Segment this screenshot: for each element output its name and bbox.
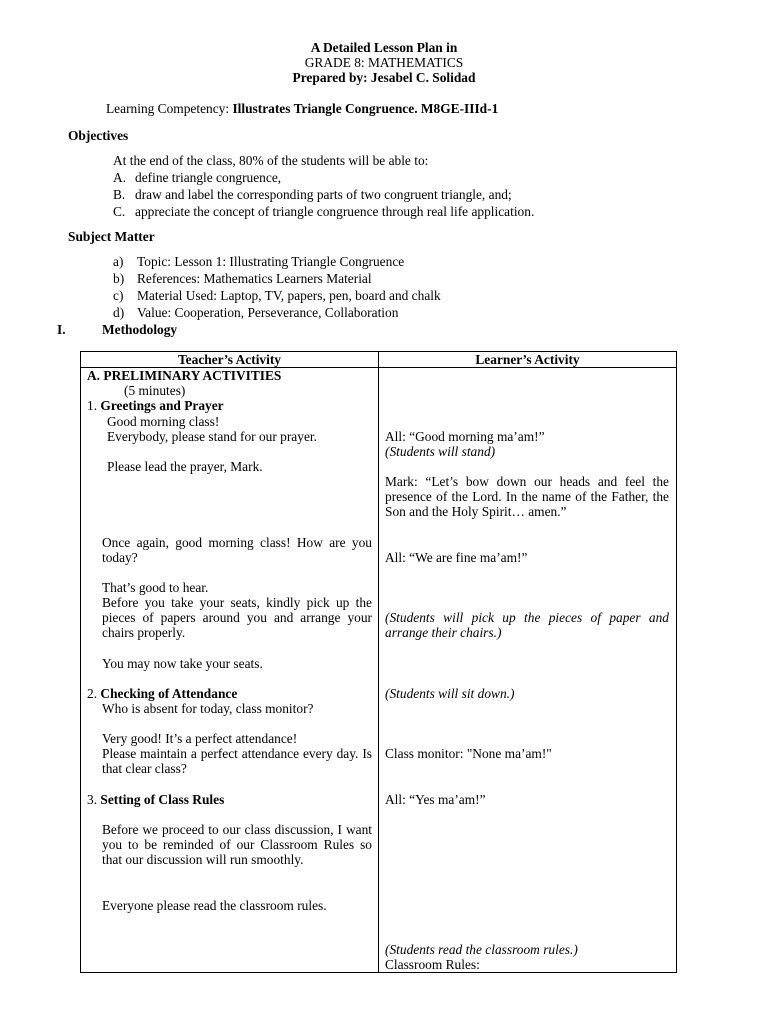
subject-matter-heading: Subject Matter — [68, 229, 155, 244]
teacher-line: You may now take your seats. — [102, 656, 263, 671]
learner-line: All: “Good morning ma’am!” — [385, 429, 545, 444]
teacher-line: Once again, good morning class! How are you today? — [102, 535, 372, 566]
teacher-line: Please maintain a perfect attendance every day. Is that clear class? — [102, 746, 372, 777]
teacher-line: Please lead the prayer, Mark. — [107, 459, 263, 474]
doc-prepared-by: Prepared by: Jesabel C. Solidad — [292, 70, 476, 85]
teacher-line: Who is absent for today, class monitor? — [102, 701, 314, 716]
subject-marker: c) — [113, 288, 124, 303]
subject-marker: a) — [113, 254, 124, 269]
section-a-heading: A. PRELIMINARY ACTIVITIES — [87, 368, 282, 383]
activity-table — [80, 351, 677, 973]
table-header-row — [81, 352, 677, 368]
learner-line: All: “Yes ma’am!” — [385, 792, 486, 807]
teacher-line: Before you take your seats, kindly pick up the pieces of papers around you and arrange your chairs properly. — [102, 595, 372, 641]
learner-line: Classroom Rules: — [385, 957, 480, 972]
objective-text: appreciate the concept of triangle congruence through real life application. — [135, 204, 535, 219]
competency-label: Learning Competency: — [106, 101, 233, 116]
learning-competency — [106, 101, 498, 117]
learner-column-header: Learner’s Activity — [379, 352, 677, 368]
teacher-line: Everybody, please stand for our prayer. — [107, 429, 317, 444]
teacher-line: Good morning class! — [107, 414, 220, 429]
methodology-numeral: I. — [57, 322, 66, 337]
competency-value: Illustrates Triangle Congruence. M8GE-IIId-1 — [232, 101, 499, 116]
subject-text: Topic: Lesson 1: Illustrating Triangle Congruence — [137, 254, 405, 269]
learner-activity-cell — [379, 368, 677, 973]
doc-grade: GRADE 8: MATHEMATICS — [304, 55, 464, 70]
learner-line: (Students will pick up the pieces of paper and arrange their chairs.) — [385, 610, 669, 641]
learner-line: (Students will stand) — [385, 444, 496, 459]
subject-text: Material Used: Laptop, TV, papers, pen, board and chalk — [137, 288, 441, 303]
objective-text: define triangle congruence, — [135, 170, 282, 185]
table-row — [81, 368, 677, 973]
learner-line: Class monitor: "None ma’am!" — [385, 746, 552, 761]
section-a-time: (5 minutes) — [124, 383, 186, 398]
item1-heading: 1. Greetings and Prayer — [87, 398, 224, 413]
objective-marker: A. — [113, 170, 127, 185]
learner-line: Mark: “Let’s bow down our heads and feel the presence of the Lord. In the name of the Father, the Son and the Holy Spirit… amen.” — [385, 474, 669, 520]
teacher-line: That’s good to hear. — [102, 580, 209, 595]
objectives-intro: At the end of the class, 80% of the students will be able to: — [113, 153, 429, 168]
doc-title: A Detailed Lesson Plan in — [310, 40, 458, 55]
objective-item — [113, 170, 126, 186]
teacher-line: Everyone please read the classroom rules. — [102, 898, 327, 913]
subject-text: Value: Cooperation, Perseverance, Collaboration — [137, 305, 399, 320]
objective-marker: B. — [113, 187, 126, 202]
subject-marker: d) — [113, 305, 125, 320]
item3-heading: 3. Setting of Class Rules — [87, 792, 225, 807]
objectives-heading: Objectives — [68, 128, 129, 143]
objective-marker: C. — [113, 204, 126, 219]
teacher-line: Very good! It’s a perfect attendance! — [102, 731, 298, 746]
objective-item — [113, 204, 125, 220]
teacher-activity-cell — [81, 368, 379, 973]
objective-item — [113, 187, 125, 203]
learner-line: All: “We are fine ma’am!” — [385, 550, 528, 565]
learner-line: (Students read the classroom rules.) — [385, 942, 578, 957]
subject-marker: b) — [113, 271, 125, 286]
teacher-column-header: Teacher’s Activity — [81, 352, 379, 368]
learner-line: (Students will sit down.) — [385, 686, 515, 701]
subject-text: References: Mathematics Learners Material — [137, 271, 372, 286]
teacher-line: Before we proceed to our class discussion, I want you to be reminded of our Classroom Rules so that our discussion will run smoothly. — [102, 822, 372, 868]
item2-heading: 2. Checking of Attendance — [87, 686, 238, 701]
objective-text: draw and label the corresponding parts of two congruent triangle, and; — [135, 187, 512, 202]
methodology-heading: Methodology — [102, 322, 178, 337]
